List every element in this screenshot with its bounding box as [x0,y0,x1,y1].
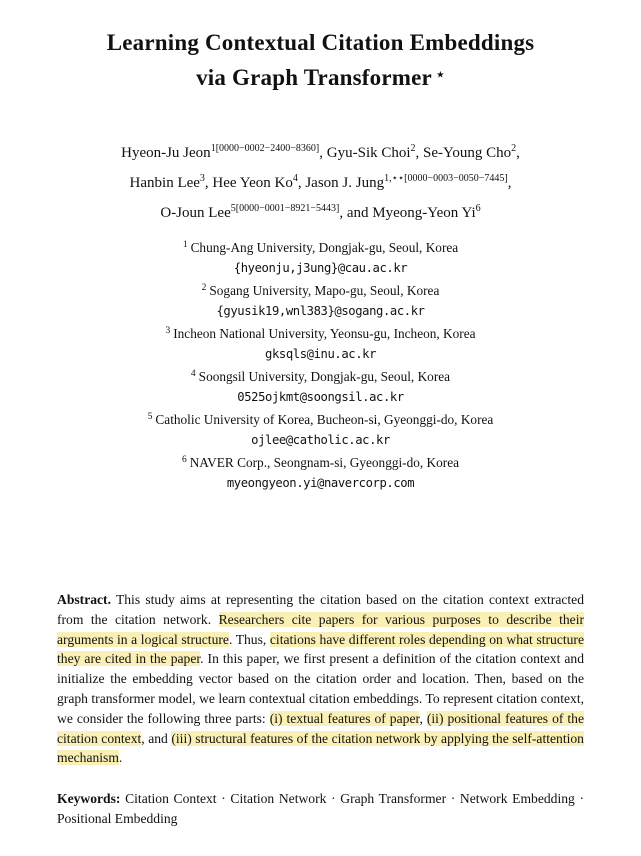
abstract-section [57,590,584,768]
author-superscript: 2 [511,143,517,154]
author-separator: , [319,145,327,161]
affiliation-line [0,235,641,258]
author-line-1 [0,136,641,166]
affiliation-line [0,278,641,301]
abstract-highlighted-segment: (i) textual features of paper [269,710,420,726]
affiliation-email: ojlee@catholic.ac.kr [251,433,390,447]
author-superscript: 4 [292,173,298,184]
affiliation-email: myeongyeon.yi@navercorp.com [226,476,415,490]
affiliation-number: 4 [190,369,196,379]
affiliation-line [0,364,641,387]
author-name: Hanbin Lee [129,175,200,191]
abstract-text-segment: This study aims at representing the citation based on the citation context extracted from the citation network. [57,592,584,627]
author-superscript: 2 [410,143,416,154]
affiliation-number: 5 [147,412,153,422]
author-name: O-Joun Lee [160,205,231,221]
author-name: Gyu-Sik Choi [326,145,411,161]
abstract-text-segment: , and [141,730,172,746]
author-superscript: 6 [475,203,481,214]
author-separator: , [204,175,213,191]
abstract-highlighted-segment: Researchers cite papers for various purposes to describe their arguments in a logical structure [57,611,585,647]
affiliation-email: gksqls@inu.ac.kr [265,347,376,361]
author-block [0,136,641,226]
author-name: Hee Yeon Ko [212,175,293,191]
keywords-text: Citation Context · Citation Network · Graph Transformer · Network Embedding · Positional Embedding [57,791,584,826]
author-separator: , [415,145,424,161]
keywords-heading: Keywords: [57,791,121,807]
author-name: Myeong-Yeon Yi [372,205,476,221]
abstract-highlighted-segment: citations have different roles depending on what structure they are cited in the paper [57,631,584,667]
affiliation-email: {gyusik19,wnl383}@sogang.ac.kr [216,304,425,318]
affiliation-line [0,450,641,473]
author-separator: , [297,175,306,191]
abstract-heading: Abstract. [57,592,111,607]
abstract-highlighted-segment: (iii) structural features of the citation network by applying the self-attention mechanism [57,730,584,766]
author-separator: , [507,175,512,191]
abstract-text-segment: . [118,750,123,766]
author-name: Jason J. Jung [305,175,385,191]
author-line-2 [0,166,641,196]
author-superscript: 1,⋆⋆[0000−0003−0050−7445] [384,173,508,184]
author-name: Se-Young Cho [423,145,512,161]
author-superscript: 1[0000−0002−2400−8360] [210,143,320,154]
affiliation-name: Catholic University of Korea, Bucheon-si, Gyeonggi-do, Korea [155,412,494,427]
paper-title [0,0,641,94]
author-separator: , and [339,205,373,221]
paper-title-line1: Learning Contextual Citation Embeddings [106,30,535,55]
affiliation-name: Incheon National University, Yeonsu-gu, Incheon, Korea [173,326,476,341]
author-name: Hyeon-Ju Jeon [121,145,211,161]
abstract-highlighted-segment: (ii) positional features of the citation context [57,710,584,746]
affiliation-block [0,235,641,493]
author-superscript: 5[0000−0001−8921−5443] [230,203,340,214]
affiliation-number: 3 [165,326,171,336]
affiliation-number: 2 [201,283,207,293]
abstract-text-segment: . Thus, [228,631,270,647]
author-line-3 [0,196,641,226]
affiliation-line [0,407,641,430]
author-superscript: 3 [199,173,205,184]
affiliation-email: 0525ojkmt@soongsil.ac.kr [237,390,404,404]
affiliation-number: 6 [181,455,187,465]
abstract-text-segment: . In this paper, we first present a definition of the citation context and initialize the embedding vector based on the citation order and location. Then, based on the graph transformer model, we learn contextual citation embeddings. To represent citation context, we consider the following three parts: [57,651,584,726]
affiliation-number: 1 [182,240,188,250]
affiliation-name: Soongsil University, Dongjak-gu, Seoul, Korea [198,369,451,384]
title-footnote-star: ⋆ [435,68,445,83]
affiliation-email: {hyeonju,j3ung}@cau.ac.kr [233,261,408,275]
abstract-text-segment: , [419,710,427,726]
author-separator: , [516,145,520,161]
affiliation-name: Chung-Ang University, Dongjak-gu, Seoul, Korea [190,240,459,255]
keywords-section [57,789,584,829]
affiliation-name: Sogang University, Mapo-gu, Seoul, Korea [209,283,440,298]
paper-title-line2: via Graph Transformer ⋆ [196,65,445,90]
affiliation-name: NAVER Corp., Seongnam-si, Gyeonggi-do, Korea [189,455,460,470]
affiliation-line [0,321,641,344]
